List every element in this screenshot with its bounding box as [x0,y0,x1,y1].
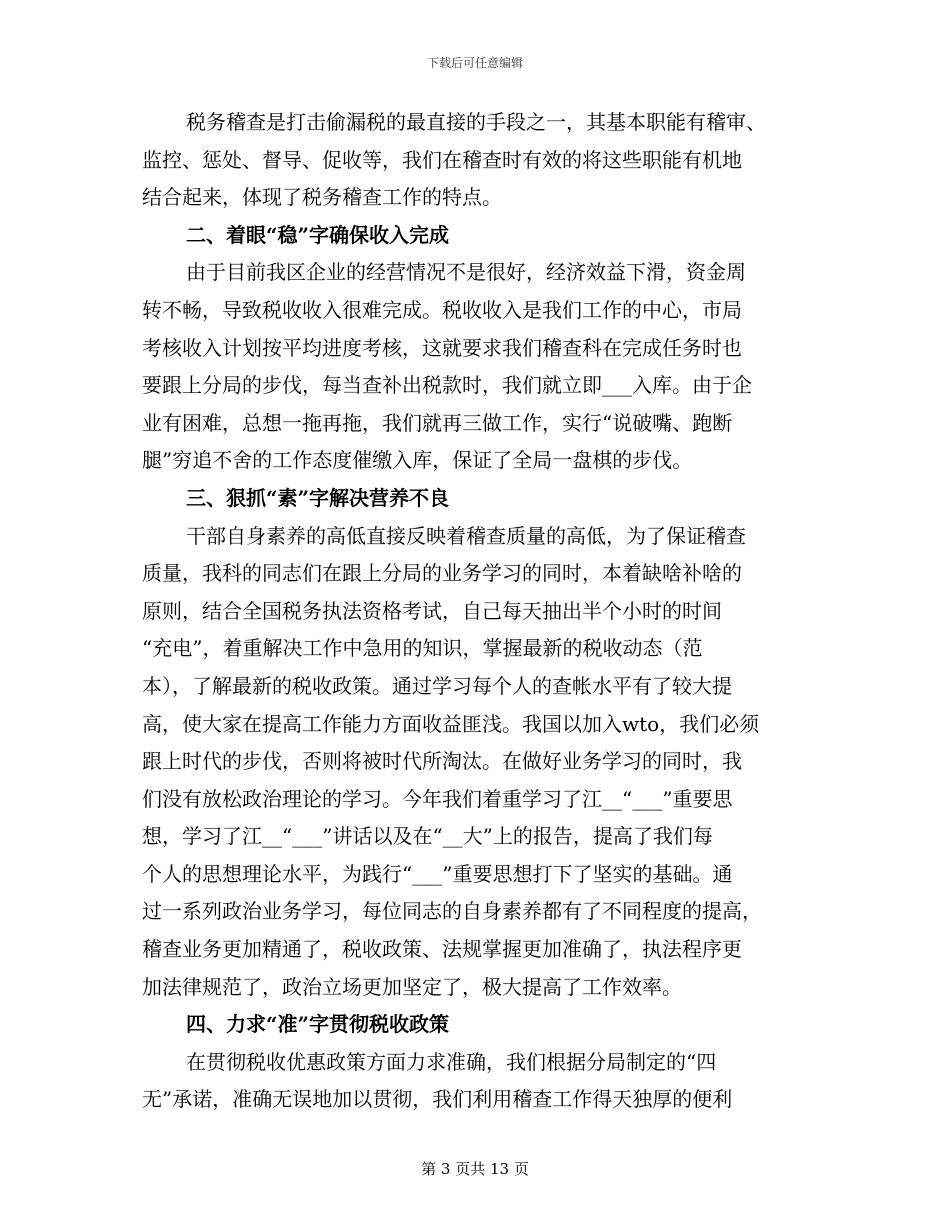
page-footer: 第 3 页共 13 页 [421,1160,529,1178]
text-line: 个人的思想理论水平，为践行“___”重要思想打下了坚实的基础。通 [142,861,733,886]
text-line: 考核收入计划按平均进度考核，这就要求我们稽查科在完成任务时也 [142,335,742,360]
text-line: 监控、惩处、督导、促收等，我们在稽查时有效的将这些职能有机地 [142,147,742,172]
section-heading: 二、着眼“稳”字确保收入完成 [186,222,450,247]
text-line: 高，使大家在提高工作能力方面收益匪浅。我国以加入wto，我们必须 [142,711,760,736]
text-line: 干部自身素养的高低直接反映着稽查质量的高低，为了保证稽查 [186,523,746,548]
text-line: 要跟上分局的步伐，每当查补出税款时，我们就立即___入库。由于企 [142,373,752,398]
text-line: 们没有放松政治理论的学习。今年我们着重学习了江__“___”重要思 [142,786,733,811]
text-line: 本），了解最新的税收政策。通过学习每个人的查帐水平有了较大提 [142,673,732,698]
text-line: 加法律规范了，政治立场更加坚定了，极大提高了工作效率。 [142,974,682,999]
document-body [142,104,806,1119]
text-line: 过一系列政治业务学习，每位同志的自身素养都有了不同程度的提高， [142,899,762,924]
section-heading: 三、狠抓“素”字解决营养不良 [186,485,450,510]
text-line: 在贯彻税收优惠政策方面力求准确，我们根据分局制定的“四 [186,1049,717,1074]
text-line: 无”承诺，准确无误地加以贯彻，我们利用稽查工作得天独厚的便利 [142,1087,733,1112]
text-line: 转不畅，导致税收收入很难完成。税收收入是我们工作的中心，市局 [142,297,742,322]
text-line: 结合起来，体现了税务稽查工作的特点。 [142,185,502,210]
text-line: 原则，结合全国税务执法资格考试，自己每天抽出半个小时的时间 [142,598,722,623]
text-line: 业有困难，总想一拖再拖，我们就再三做工作，实行“说破嘴、跑断 [142,410,733,435]
text-line: 质量，我科的同志们在跟上分局的业务学习的同时，本着缺啥补啥的 [142,561,742,586]
text-line: “充电”，着重解决工作中急用的知识，掌握最新的税收动态（范 [142,636,703,661]
text-line: 税务稽查是打击偷漏税的最直接的手段之一，其基本职能有稽审、 [186,110,766,134]
text-line: 跟上时代的步伐，否则将被时代所淘汰。在做好业务学习的同时，我 [142,749,742,774]
text-line: 稽查业务更加精通了，税收政策、法规掌握更加准确了，执法程序更 [142,937,742,962]
text-line: 腿”穷追不舍的工作态度催缴入库，保证了全局一盘棋的步伐。 [142,448,693,473]
text-line: 想，学习了江__“___”讲话以及在“__大”上的报告，提高了我们每 [142,824,713,849]
text-line: 由于目前我区企业的经营情况不是很好，经济效益下滑，资金周 [186,260,746,285]
section-heading: 四、力求“准”字贯彻税收政策 [186,1012,450,1037]
page-header: 下载后可任意编辑 [426,56,523,70]
